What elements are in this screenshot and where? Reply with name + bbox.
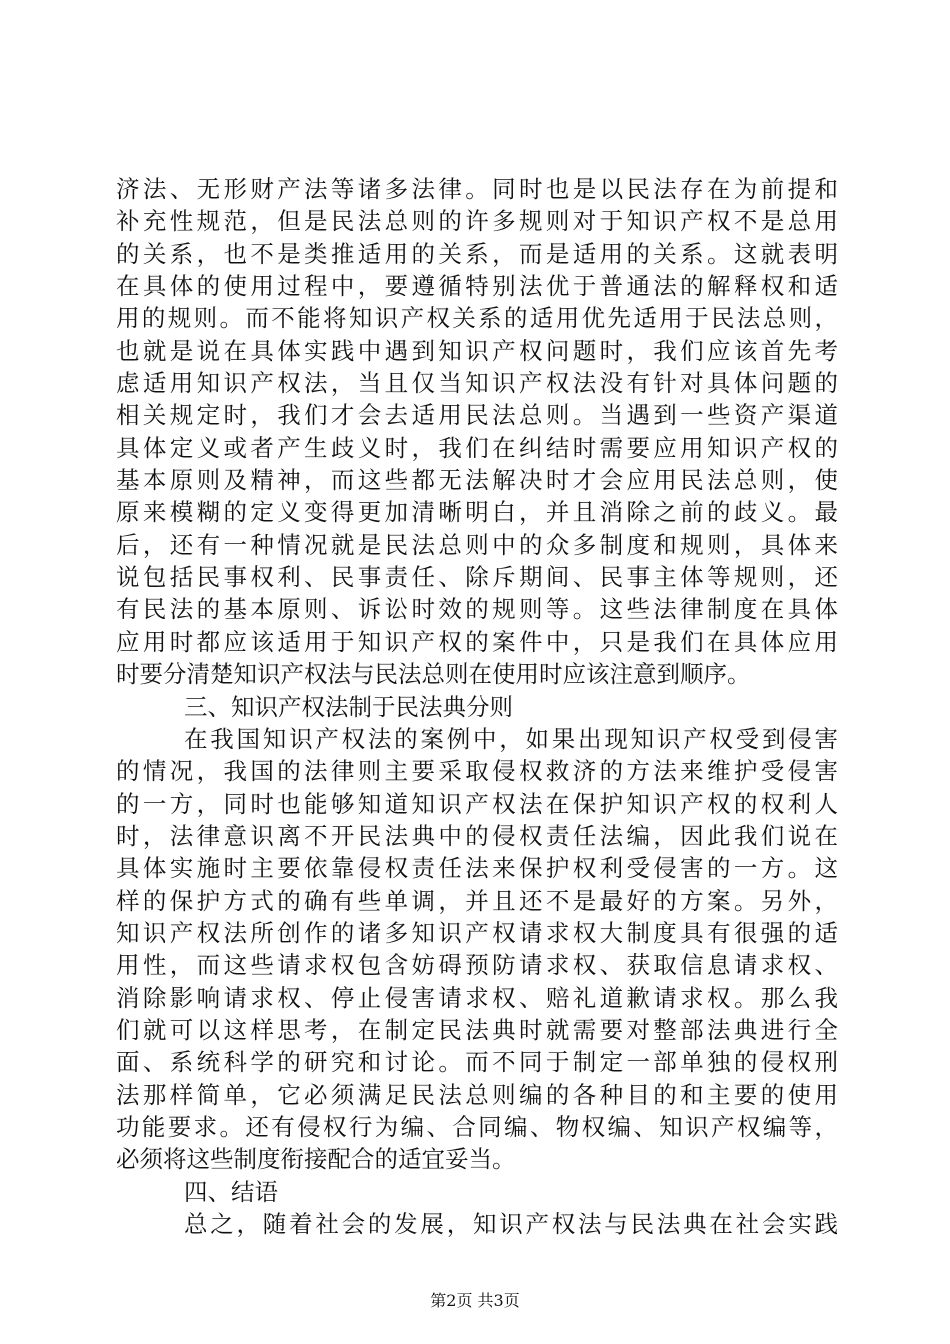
text-line: 补充性规范，但是民法总则的许多规则对于知识产权不是总用 — [116, 207, 838, 236]
text-line: 样的保护方式的确有些单调，并且还不是最好的方案。另外， — [116, 886, 838, 915]
text-line: 时，法律意识离不开民法典中的侵权责任法编，因此我们说在 — [116, 821, 838, 850]
section-heading: 四、结语 — [184, 1177, 278, 1206]
text-line: 面、系统科学的研究和讨论。而不同于制定一部单独的侵权刑 — [116, 1048, 838, 1077]
text-line: 必须将这些制度衔接配合的适宜妥当。 — [116, 1145, 516, 1174]
text-line: 功能要求。还有侵权行为编、合同编、物权编、知识产权编等， — [116, 1112, 838, 1141]
text-line: 说包括民事权利、民事责任、除斥期间、民事主体等规则，还 — [116, 563, 838, 592]
text-line: 总之，随着社会的发展，知识产权法与民法典在社会实践 — [184, 1210, 838, 1238]
text-line: 相关规定时，我们才会去适用民法总则。当遇到一些资产渠道 — [116, 401, 838, 430]
text-line: 具体实施时主要依靠侵权责任法来保护权利受侵害的一方。这 — [116, 854, 838, 883]
text-line: 时要分清楚知识产权法与民法总则在使用时应该注意到顺序。 — [116, 660, 751, 689]
text-line: 在我国知识产权法的案例中，如果出现知识产权受到侵害 — [184, 724, 838, 753]
text-line: 们就可以这样思考，在制定民法典时就需要对整部法典进行全 — [116, 1015, 838, 1044]
text-line: 有民法的基本原则、诉讼时效的规则等。这些法律制度在具体 — [116, 595, 838, 624]
text-line: 用性，而这些请求权包含妨碍预防请求权、获取信息请求权、 — [116, 951, 838, 980]
text-line: 的关系，也不是类推适用的关系，而是适用的关系。这就表明 — [116, 239, 838, 268]
text-line: 后，还有一种情况就是民法总则中的众多制度和规则，具体来 — [116, 530, 838, 559]
text-line: 的一方，同时也能够知道知识产权法在保护知识产权的权利人 — [116, 789, 838, 818]
text-line: 原来模糊的定义变得更加清晰明白，并且消除之前的歧义。最 — [116, 498, 838, 527]
text-line: 在具体的使用过程中，要遵循特别法优于普通法的解释权和适 — [116, 272, 838, 301]
text-line: 的情况，我国的法律则主要采取侵权救济的方法来维护受侵害 — [116, 757, 838, 786]
text-line: 法那样简单，它必须满足民法总则编的各种目的和主要的使用 — [116, 1080, 838, 1109]
text-line: 基本原则及精神，而这些都无法解决时才会应用民法总则，使 — [116, 466, 838, 495]
text-line: 具体定义或者产生歧义时，我们在纠结时需要应用知识产权的 — [116, 433, 838, 462]
text-line: 也就是说在具体实践中遇到知识产权问题时，我们应该首先考 — [116, 336, 838, 365]
text-line: 应用时都应该适用于知识产权的案件中，只是我们在具体应用 — [116, 627, 838, 656]
text-line: 知识产权法所创作的诸多知识产权请求权大制度具有很强的适 — [116, 918, 838, 947]
text-line: 消除影响请求权、停止侵害请求权、赔礼道歉请求权。那么我 — [116, 983, 838, 1012]
page-footer: 第2页 共3页 — [430, 1291, 520, 1310]
text-line: 济法、无形财产法等诸多法律。同时也是以民法存在为前提和 — [116, 175, 838, 203]
text-line: 虑适用知识产权法，当且仅当知识产权法没有针对具体问题的 — [116, 369, 838, 398]
text-line: 用的规则。而不能将知识产权关系的适用优先适用于民法总则， — [116, 304, 838, 333]
document-body — [116, 173, 838, 1240]
section-heading: 三、知识产权法制于民法典分则 — [184, 692, 513, 721]
